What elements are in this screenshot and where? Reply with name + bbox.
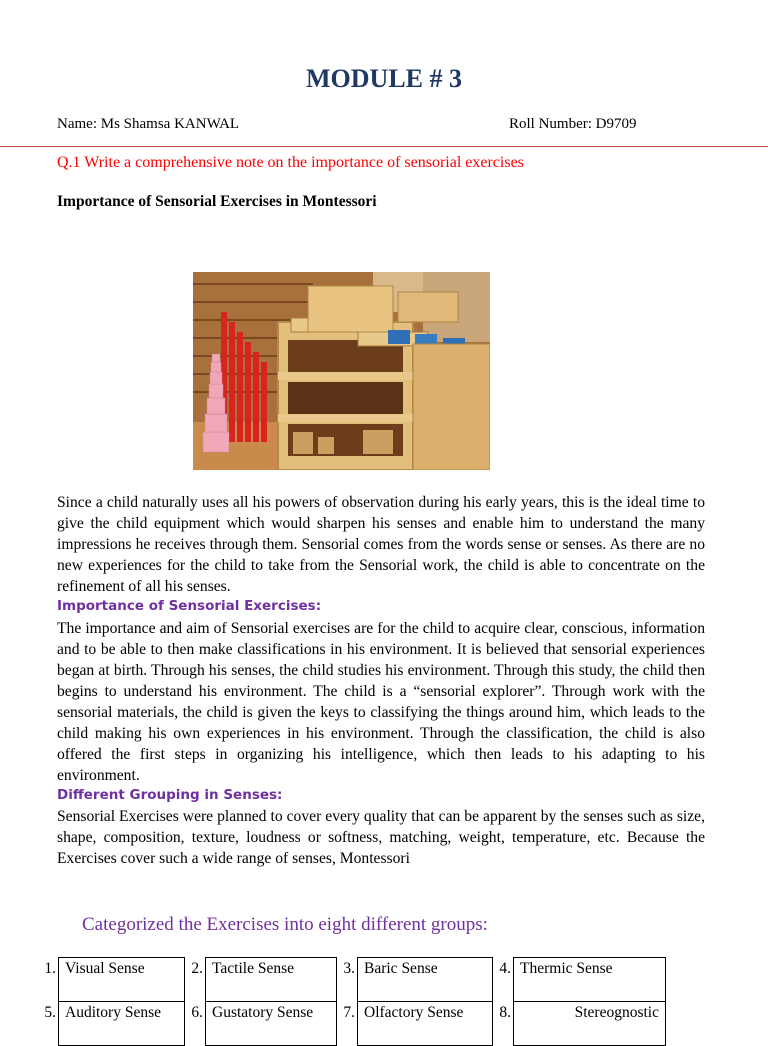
section-subtitle: Importance of Sensorial Exercises in Montessori [57,193,377,210]
heading-grouping: Different Grouping in Senses: [57,787,283,803]
page-title: MODULE # 3 [306,64,462,93]
sense-cell: Auditory Sense [59,1002,185,1046]
heading-importance: Importance of Sensorial Exercises: [57,598,322,614]
sense-number: 3. [343,959,355,977]
sense-cell: Visual Sense [59,958,185,1002]
question-text: Q.1 Write a comprehensive note on the importance of sensorial exercises [57,154,524,171]
sense-cell: Gustatory Sense [206,1002,337,1046]
table-row [38,958,666,1002]
sense-number: 2. [191,959,203,977]
sense-number: 4. [499,959,511,977]
sense-number: 8. [499,1003,511,1021]
paragraph-intro: Since a child naturally uses all his powers of observation during his early years, this is the ideal time to give the child equipment which would sharpen his senses and enable him to understand the many impressions he receives through them. Sensorial comes from the words sense or senses. As there are no new experiences for the child to take from the Sensorial work, the child is able to concentrate on the refinement of all his senses. [57,494,705,595]
header-rule [0,146,768,147]
sense-cell: Thermic Sense [514,958,666,1002]
montessori-shelf-photo [193,272,490,470]
paragraph-importance: The importance and aim of Sensorial exercises are for the child to acquire clear, conscious, information and to be able to then make classifications in his environment. It is believed that sensorial experiences began at birth. Through his senses, the child studies his environment. Through this study, the child then begins to understand his environment. The child is a “sensorial explorer”. Through work with the sensorial materials, the child is given the keys to classifying the things around him, which leads to the child making his own experiences in his environment. Through the classification, the child is also offered the first steps in organizing his intelligence, which then leads to his adapting to his environment. [57,620,705,784]
sense-number: 5. [44,1003,56,1021]
paragraph-grouping: Sensorial Exercises were planned to cover every quality that can be apparent by the senses such as size, shape, composition, texture, loudness or softness, matching, weight, temperature, etc. Because the Exercises cover such a wide range of senses, Montessori [57,808,705,867]
sense-cell: Baric Sense [358,958,493,1002]
sense-cell: Stereognostic [514,1002,666,1046]
student-name: Name: Ms Shamsa KANWAL [57,116,240,132]
sense-cell: Olfactory Sense [358,1002,493,1046]
sense-number: 6. [191,1003,203,1021]
senses-table [38,957,666,1046]
sense-number: 7. [343,1003,355,1021]
sense-cell: Tactile Sense [206,958,337,1002]
categories-heading: Categorized the Exercises into eight different groups: [82,914,488,935]
sense-number: 1. [44,959,56,977]
roll-number: Roll Number: D9709 [509,116,637,132]
